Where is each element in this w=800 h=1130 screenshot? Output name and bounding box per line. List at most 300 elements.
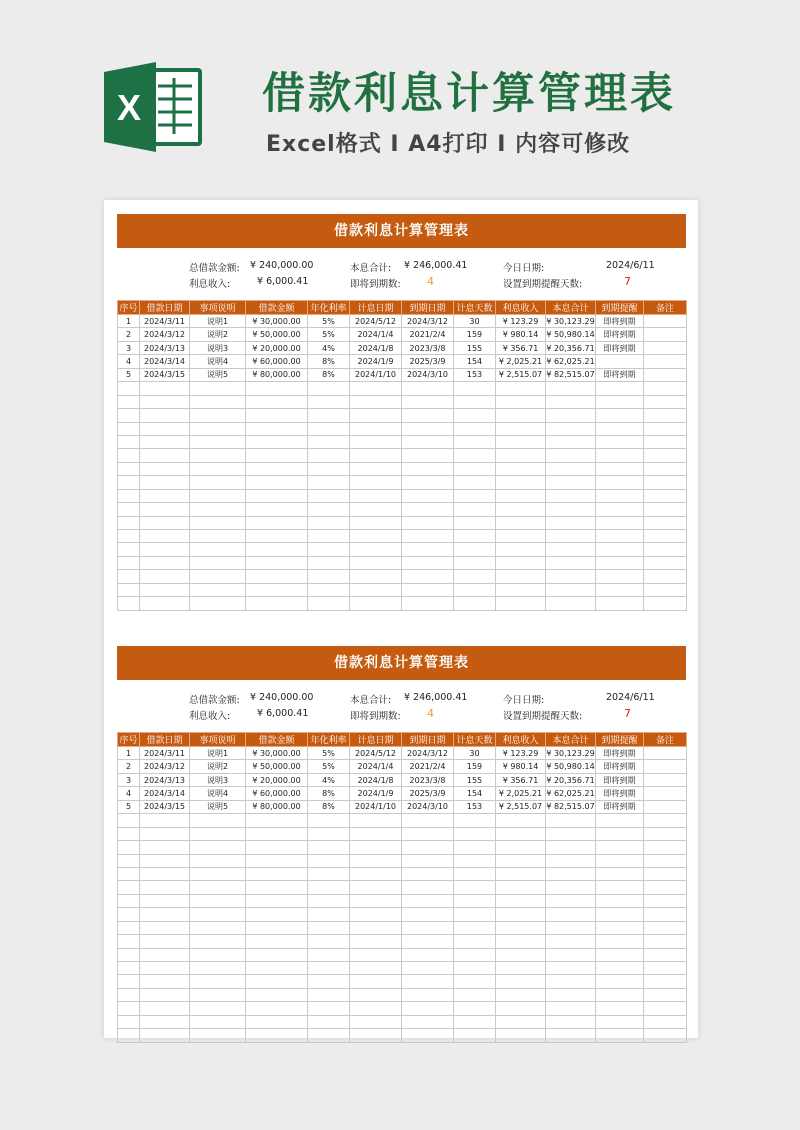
table-cell[interactable]: 2021/2/4 [402,760,454,773]
empty-cell[interactable] [402,409,454,422]
empty-cell[interactable] [190,867,246,880]
table-cell[interactable]: 2024/1/4 [350,328,402,341]
empty-cell[interactable] [140,503,190,516]
table-cell[interactable]: ¥ 50,000.00 [246,760,308,773]
table-cell[interactable] [644,747,687,760]
table-cell[interactable]: 4% [308,773,350,786]
table-cell[interactable] [644,760,687,773]
empty-cell[interactable] [454,435,496,448]
empty-cell[interactable] [402,516,454,529]
table-cell[interactable]: 2024/3/12 [402,747,454,760]
empty-cell[interactable] [546,988,596,1001]
empty-cell[interactable] [644,1015,687,1028]
table-cell[interactable]: ¥ 2,515.07 [496,368,546,381]
empty-cell[interactable] [546,814,596,827]
empty-cell[interactable] [118,935,140,948]
table-cell[interactable]: 8% [308,355,350,368]
empty-cell[interactable] [350,827,402,840]
empty-cell[interactable] [118,503,140,516]
empty-cell[interactable] [496,975,546,988]
table-cell[interactable] [644,341,687,354]
table-cell[interactable]: 155 [454,773,496,786]
empty-cell[interactable] [596,881,644,894]
empty-cell[interactable] [496,583,546,596]
empty-cell[interactable] [350,988,402,1001]
empty-cell[interactable] [308,462,350,475]
empty-cell[interactable] [118,908,140,921]
empty-cell[interactable] [644,894,687,907]
empty-cell[interactable] [546,530,596,543]
empty-cell[interactable] [246,476,308,489]
empty-cell[interactable] [118,988,140,1001]
empty-cell[interactable] [546,854,596,867]
table-cell[interactable]: ¥ 123.29 [496,315,546,328]
empty-cell[interactable] [246,827,308,840]
table-cell[interactable]: 4 [118,355,140,368]
table-cell[interactable] [644,315,687,328]
empty-cell[interactable] [246,570,308,583]
empty-cell[interactable] [454,894,496,907]
empty-cell[interactable] [596,894,644,907]
empty-cell[interactable] [644,449,687,462]
empty-cell[interactable] [496,935,546,948]
table-cell[interactable]: 5% [308,760,350,773]
empty-cell[interactable] [140,975,190,988]
empty-cell[interactable] [454,1002,496,1015]
empty-cell[interactable] [496,503,546,516]
empty-cell[interactable] [190,422,246,435]
table-cell[interactable]: 即将到期 [596,773,644,786]
empty-cell[interactable] [402,975,454,988]
empty-cell[interactable] [546,449,596,462]
empty-cell[interactable] [402,841,454,854]
empty-cell[interactable] [350,489,402,502]
empty-cell[interactable] [596,1015,644,1028]
empty-cell[interactable] [496,921,546,934]
empty-cell[interactable] [402,1015,454,1028]
empty-cell[interactable] [596,543,644,556]
empty-cell[interactable] [350,382,402,395]
empty-cell[interactable] [140,988,190,1001]
empty-cell[interactable] [454,422,496,435]
empty-cell[interactable] [190,382,246,395]
empty-cell[interactable] [402,935,454,948]
table-cell[interactable] [644,787,687,800]
table-cell[interactable]: 4% [308,341,350,354]
empty-cell[interactable] [350,1002,402,1015]
empty-cell[interactable] [596,409,644,422]
table-cell[interactable]: 2024/1/9 [350,787,402,800]
empty-cell[interactable] [496,489,546,502]
empty-cell[interactable] [140,948,190,961]
table-cell[interactable]: 2024/3/13 [140,773,190,786]
empty-cell[interactable] [118,854,140,867]
empty-cell[interactable] [140,409,190,422]
empty-cell[interactable] [596,503,644,516]
empty-cell[interactable] [140,449,190,462]
table-cell[interactable]: ¥ 20,356.71 [546,773,596,786]
empty-cell[interactable] [644,827,687,840]
empty-cell[interactable] [496,988,546,1001]
empty-cell[interactable] [308,814,350,827]
empty-cell[interactable] [596,476,644,489]
empty-cell[interactable] [402,1029,454,1042]
empty-cell[interactable] [596,948,644,961]
empty-cell[interactable] [350,975,402,988]
table-cell[interactable]: 2024/3/14 [140,787,190,800]
table-cell[interactable]: ¥ 2,515.07 [496,800,546,813]
empty-cell[interactable] [402,476,454,489]
empty-cell[interactable] [496,827,546,840]
empty-cell[interactable] [190,975,246,988]
empty-cell[interactable] [140,395,190,408]
table-cell[interactable]: ¥ 82,515.07 [546,368,596,381]
empty-cell[interactable] [402,382,454,395]
empty-cell[interactable] [140,827,190,840]
empty-cell[interactable] [454,881,496,894]
empty-cell[interactable] [402,867,454,880]
table-cell[interactable]: 2024/3/15 [140,368,190,381]
table-cell[interactable]: ¥ 62,025.21 [546,787,596,800]
empty-cell[interactable] [190,395,246,408]
table-cell[interactable]: 2024/1/4 [350,760,402,773]
empty-cell[interactable] [350,1015,402,1028]
table-cell[interactable]: 说明1 [190,315,246,328]
empty-cell[interactable] [246,489,308,502]
empty-cell[interactable] [644,935,687,948]
empty-cell[interactable] [140,881,190,894]
empty-cell[interactable] [190,570,246,583]
table-cell[interactable]: 说明3 [190,773,246,786]
empty-cell[interactable] [246,935,308,948]
table-cell[interactable]: ¥ 80,000.00 [246,368,308,381]
empty-cell[interactable] [644,1029,687,1042]
empty-cell[interactable] [454,503,496,516]
empty-cell[interactable] [118,881,140,894]
empty-cell[interactable] [402,908,454,921]
empty-cell[interactable] [350,948,402,961]
empty-cell[interactable] [644,867,687,880]
empty-cell[interactable] [496,516,546,529]
empty-cell[interactable] [140,435,190,448]
empty-cell[interactable] [190,583,246,596]
table-cell[interactable]: 1 [118,315,140,328]
empty-cell[interactable] [454,570,496,583]
empty-cell[interactable] [190,543,246,556]
empty-cell[interactable] [118,1002,140,1015]
table-cell[interactable]: 30 [454,315,496,328]
empty-cell[interactable] [496,1015,546,1028]
table-cell[interactable]: 2024/1/8 [350,341,402,354]
empty-cell[interactable] [118,867,140,880]
empty-cell[interactable] [644,854,687,867]
empty-cell[interactable] [140,530,190,543]
empty-cell[interactable] [596,935,644,948]
empty-cell[interactable] [496,382,546,395]
table-cell[interactable]: 4 [118,787,140,800]
empty-cell[interactable] [454,462,496,475]
table-cell[interactable]: ¥ 30,000.00 [246,747,308,760]
empty-cell[interactable] [246,449,308,462]
empty-cell[interactable] [546,921,596,934]
empty-cell[interactable] [118,489,140,502]
empty-cell[interactable] [190,908,246,921]
empty-cell[interactable] [350,503,402,516]
empty-cell[interactable] [350,570,402,583]
empty-cell[interactable] [308,935,350,948]
empty-cell[interactable] [190,1002,246,1015]
empty-cell[interactable] [596,462,644,475]
empty-cell[interactable] [644,556,687,569]
empty-cell[interactable] [140,935,190,948]
empty-cell[interactable] [350,881,402,894]
empty-cell[interactable] [454,867,496,880]
empty-cell[interactable] [308,1015,350,1028]
table-cell[interactable]: 即将到期 [596,328,644,341]
empty-cell[interactable] [546,476,596,489]
table-cell[interactable]: 2025/3/9 [402,787,454,800]
empty-cell[interactable] [190,962,246,975]
empty-cell[interactable] [496,543,546,556]
table-cell[interactable]: ¥ 980.14 [496,760,546,773]
empty-cell[interactable] [454,988,496,1001]
empty-cell[interactable] [596,422,644,435]
empty-cell[interactable] [402,422,454,435]
empty-cell[interactable] [118,570,140,583]
empty-cell[interactable] [546,409,596,422]
empty-cell[interactable] [454,854,496,867]
empty-cell[interactable] [308,489,350,502]
empty-cell[interactable] [308,1002,350,1015]
empty-cell[interactable] [496,867,546,880]
empty-cell[interactable] [246,841,308,854]
table-cell[interactable]: 2024/5/12 [350,315,402,328]
empty-cell[interactable] [644,948,687,961]
empty-cell[interactable] [644,583,687,596]
empty-cell[interactable] [454,908,496,921]
empty-cell[interactable] [350,409,402,422]
empty-cell[interactable] [402,503,454,516]
empty-cell[interactable] [596,489,644,502]
empty-cell[interactable] [190,435,246,448]
table-cell[interactable]: 2024/3/11 [140,747,190,760]
empty-cell[interactable] [140,814,190,827]
table-cell[interactable]: ¥ 20,356.71 [546,341,596,354]
empty-cell[interactable] [308,516,350,529]
empty-cell[interactable] [350,556,402,569]
table-cell[interactable]: 即将到期 [596,787,644,800]
empty-cell[interactable] [546,503,596,516]
empty-cell[interactable] [596,988,644,1001]
table-cell[interactable]: ¥ 82,515.07 [546,800,596,813]
empty-cell[interactable] [246,854,308,867]
empty-cell[interactable] [118,543,140,556]
empty-cell[interactable] [118,962,140,975]
empty-cell[interactable] [596,962,644,975]
table-cell[interactable]: 2024/5/12 [350,747,402,760]
empty-cell[interactable] [496,476,546,489]
empty-cell[interactable] [644,841,687,854]
table-cell[interactable]: 说明3 [190,341,246,354]
empty-cell[interactable] [402,962,454,975]
table-cell[interactable]: 1 [118,747,140,760]
empty-cell[interactable] [246,503,308,516]
empty-cell[interactable] [546,827,596,840]
empty-cell[interactable] [308,894,350,907]
empty-cell[interactable] [454,556,496,569]
table-cell[interactable]: 2024/3/12 [140,760,190,773]
table-cell[interactable]: ¥ 60,000.00 [246,355,308,368]
empty-cell[interactable] [140,489,190,502]
empty-cell[interactable] [308,867,350,880]
empty-cell[interactable] [644,570,687,583]
empty-cell[interactable] [546,543,596,556]
empty-cell[interactable] [596,395,644,408]
empty-cell[interactable] [596,530,644,543]
empty-cell[interactable] [190,827,246,840]
empty-cell[interactable] [190,476,246,489]
empty-cell[interactable] [246,975,308,988]
empty-cell[interactable] [644,597,687,610]
empty-cell[interactable] [140,1002,190,1015]
empty-cell[interactable] [246,530,308,543]
empty-cell[interactable] [118,476,140,489]
table-cell[interactable] [644,773,687,786]
table-cell[interactable]: 即将到期 [596,747,644,760]
empty-cell[interactable] [496,1029,546,1042]
empty-cell[interactable] [190,530,246,543]
empty-cell[interactable] [190,503,246,516]
empty-cell[interactable] [246,1002,308,1015]
empty-cell[interactable] [118,422,140,435]
table-cell[interactable]: 3 [118,773,140,786]
empty-cell[interactable] [350,1029,402,1042]
empty-cell[interactable] [402,570,454,583]
empty-cell[interactable] [596,597,644,610]
empty-cell[interactable] [546,516,596,529]
empty-cell[interactable] [496,908,546,921]
empty-cell[interactable] [118,827,140,840]
empty-cell[interactable] [308,841,350,854]
empty-cell[interactable] [140,921,190,934]
empty-cell[interactable] [454,948,496,961]
empty-cell[interactable] [454,1015,496,1028]
empty-cell[interactable] [644,962,687,975]
empty-cell[interactable] [596,449,644,462]
empty-cell[interactable] [118,449,140,462]
empty-cell[interactable] [402,894,454,907]
empty-cell[interactable] [454,921,496,934]
table-cell[interactable]: ¥ 62,025.21 [546,355,596,368]
empty-cell[interactable] [546,1029,596,1042]
empty-cell[interactable] [644,435,687,448]
empty-cell[interactable] [308,476,350,489]
table-cell[interactable]: 8% [308,368,350,381]
empty-cell[interactable] [596,908,644,921]
empty-cell[interactable] [118,1029,140,1042]
empty-cell[interactable] [546,867,596,880]
empty-cell[interactable] [596,827,644,840]
empty-cell[interactable] [246,395,308,408]
empty-cell[interactable] [308,570,350,583]
empty-cell[interactable] [350,814,402,827]
empty-cell[interactable] [190,814,246,827]
empty-cell[interactable] [246,908,308,921]
table-cell[interactable]: ¥ 50,980.14 [546,760,596,773]
empty-cell[interactable] [546,583,596,596]
table-cell[interactable] [644,328,687,341]
empty-cell[interactable] [454,489,496,502]
empty-cell[interactable] [454,516,496,529]
empty-cell[interactable] [402,881,454,894]
empty-cell[interactable] [546,556,596,569]
empty-cell[interactable] [190,449,246,462]
table-cell[interactable]: 5% [308,315,350,328]
empty-cell[interactable] [496,814,546,827]
empty-cell[interactable] [190,1029,246,1042]
empty-cell[interactable] [644,489,687,502]
empty-cell[interactable] [496,395,546,408]
empty-cell[interactable] [546,422,596,435]
empty-cell[interactable] [308,449,350,462]
empty-cell[interactable] [546,435,596,448]
empty-cell[interactable] [496,854,546,867]
table-cell[interactable]: 2024/3/15 [140,800,190,813]
empty-cell[interactable] [644,382,687,395]
empty-cell[interactable] [454,975,496,988]
empty-cell[interactable] [644,975,687,988]
empty-cell[interactable] [546,1002,596,1015]
table-cell[interactable]: ¥ 30,123.29 [546,747,596,760]
empty-cell[interactable] [118,597,140,610]
empty-cell[interactable] [454,382,496,395]
empty-cell[interactable] [402,597,454,610]
empty-cell[interactable] [246,556,308,569]
empty-cell[interactable] [596,921,644,934]
empty-cell[interactable] [644,395,687,408]
empty-cell[interactable] [596,556,644,569]
empty-cell[interactable] [118,975,140,988]
empty-cell[interactable] [546,881,596,894]
empty-cell[interactable] [140,894,190,907]
table-cell[interactable]: 说明2 [190,328,246,341]
table-cell[interactable]: 说明4 [190,787,246,800]
empty-cell[interactable] [546,908,596,921]
empty-cell[interactable] [402,435,454,448]
empty-cell[interactable] [308,854,350,867]
empty-cell[interactable] [546,489,596,502]
table-cell[interactable]: 155 [454,341,496,354]
empty-cell[interactable] [246,867,308,880]
empty-cell[interactable] [596,854,644,867]
empty-cell[interactable] [454,962,496,975]
table-cell[interactable]: ¥ 123.29 [496,747,546,760]
empty-cell[interactable] [350,867,402,880]
empty-cell[interactable] [140,516,190,529]
empty-cell[interactable] [190,881,246,894]
table-cell[interactable]: 2024/3/11 [140,315,190,328]
table-cell[interactable]: ¥ 980.14 [496,328,546,341]
empty-cell[interactable] [246,435,308,448]
empty-cell[interactable] [350,543,402,556]
empty-cell[interactable] [350,422,402,435]
empty-cell[interactable] [496,449,546,462]
empty-cell[interactable] [308,435,350,448]
empty-cell[interactable] [118,516,140,529]
empty-cell[interactable] [546,962,596,975]
empty-cell[interactable] [596,1029,644,1042]
empty-cell[interactable] [402,462,454,475]
